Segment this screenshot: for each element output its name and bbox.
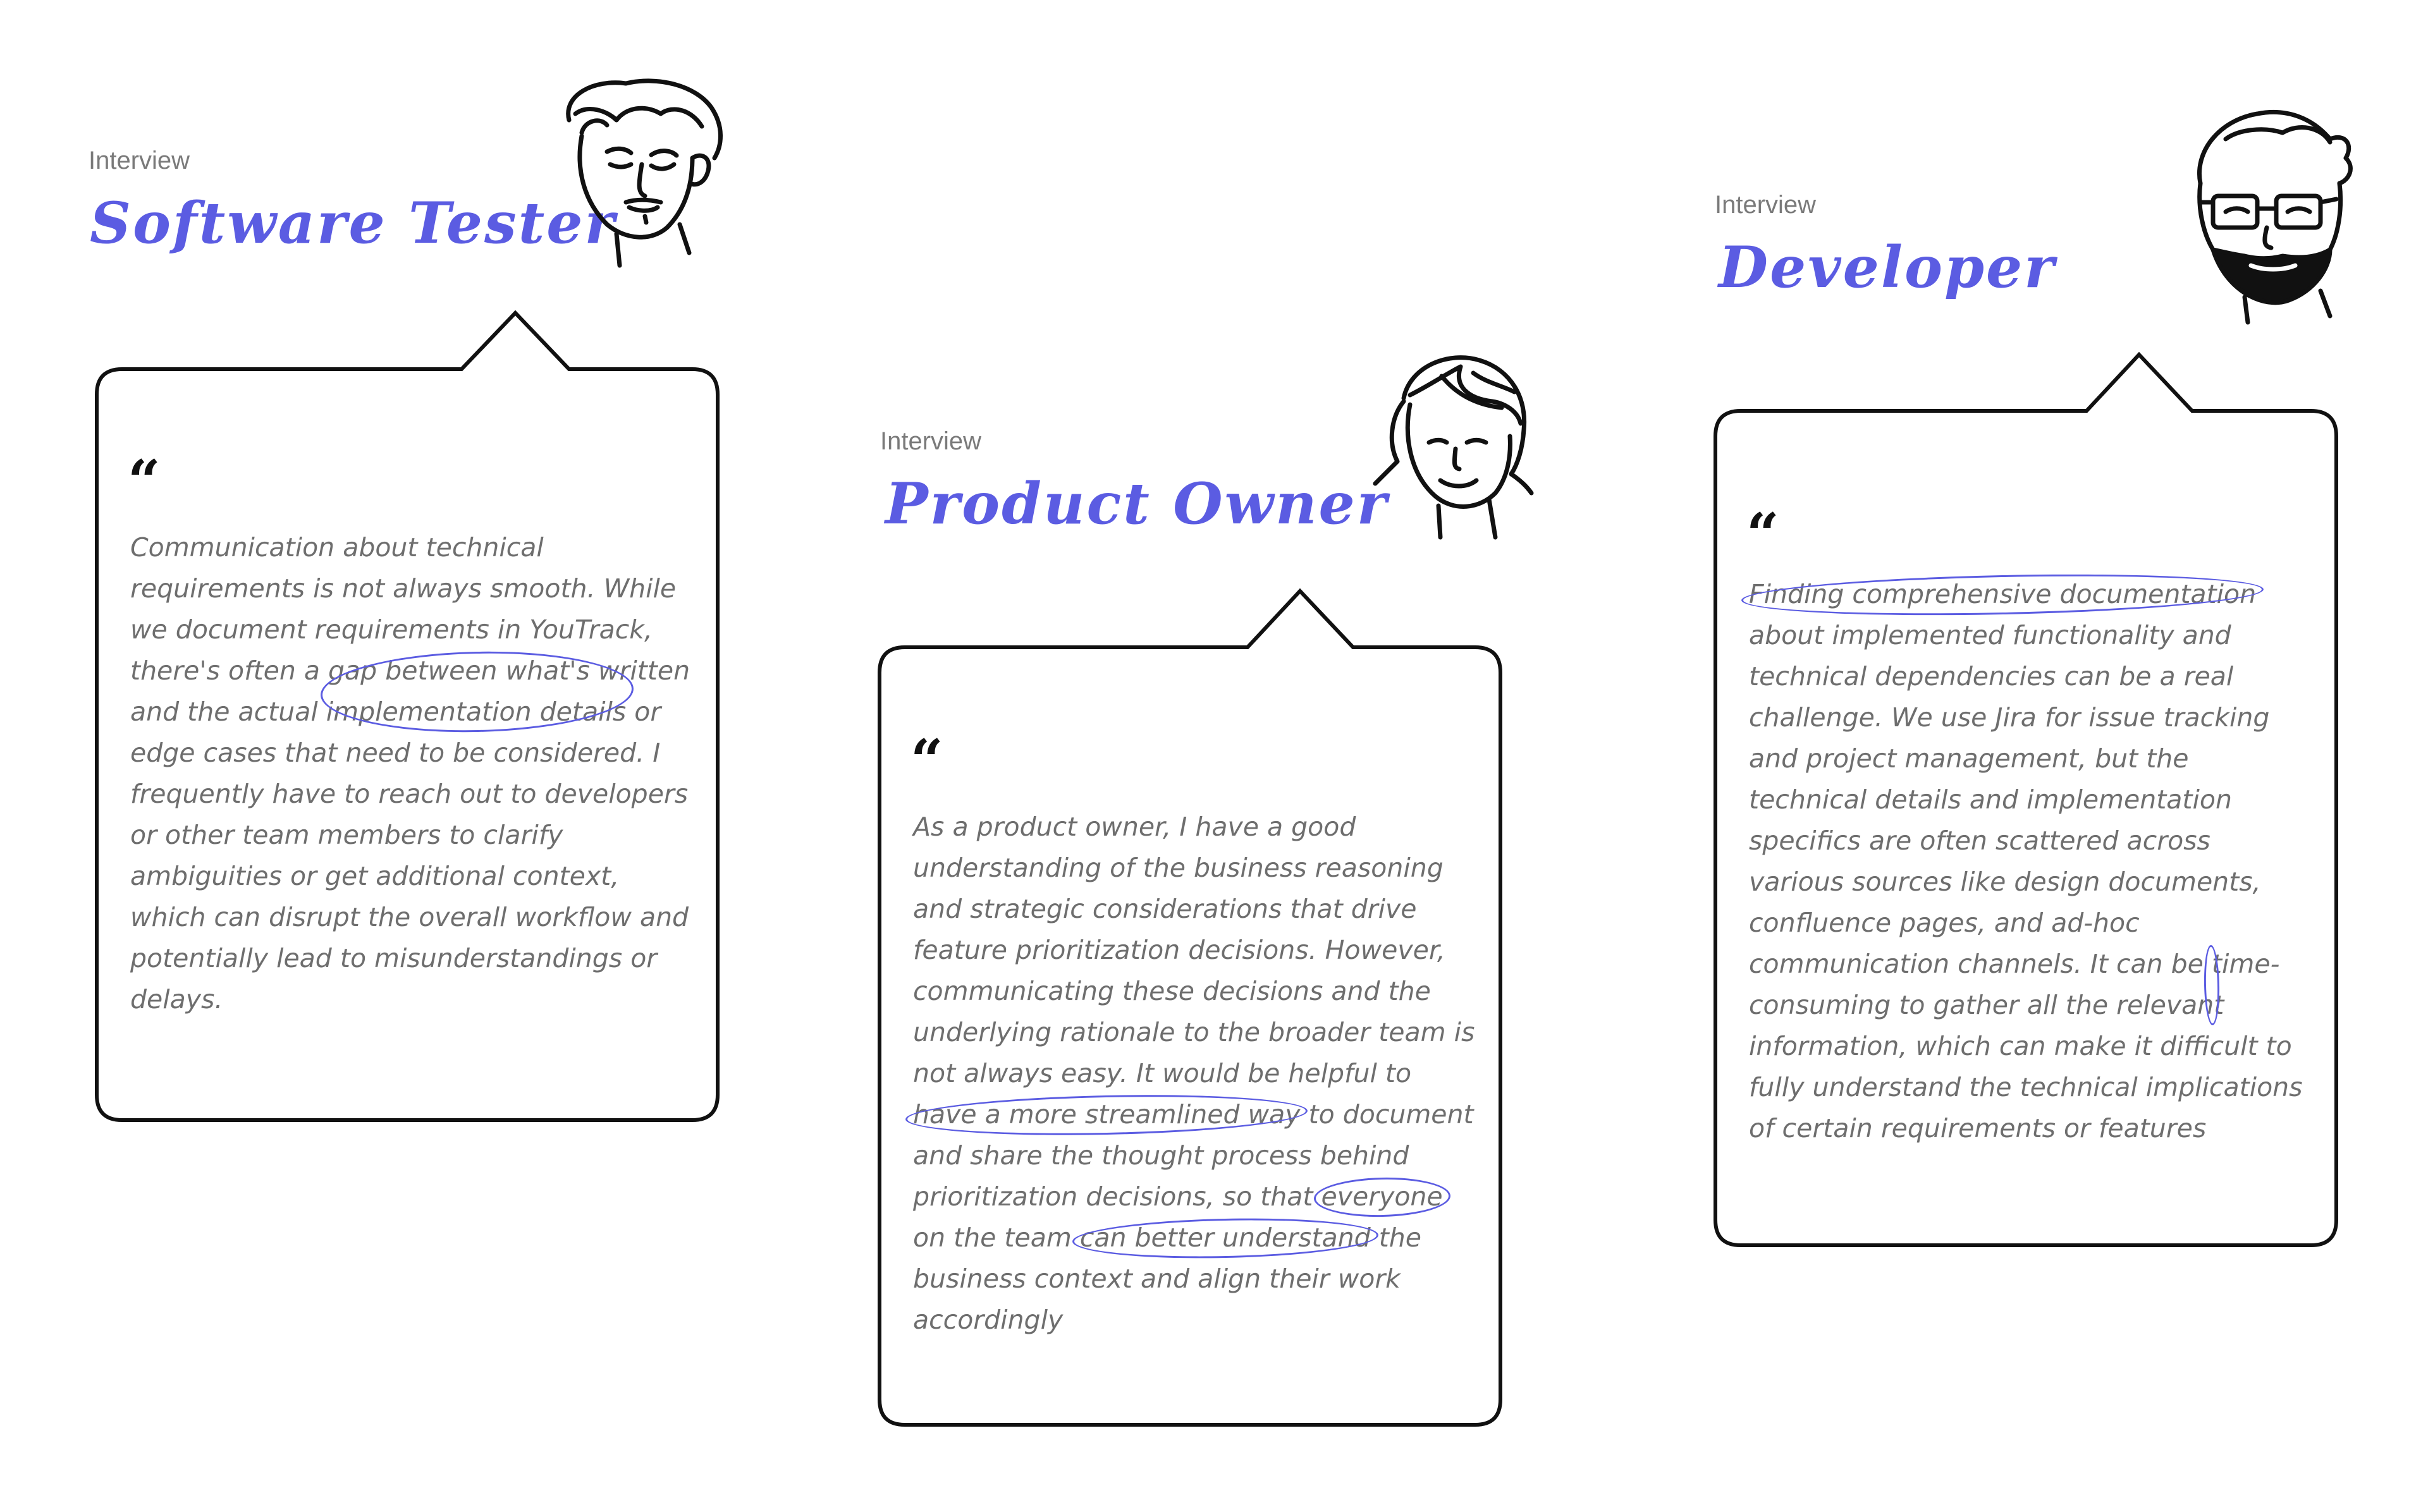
- quote-text: [913, 807, 1476, 1341]
- highlighted-phrase: time-consuming to gather: [1749, 949, 2280, 1020]
- persona-title: Software Tester: [90, 190, 616, 257]
- persona-title: Product Owner: [885, 470, 1389, 537]
- quote-segment: to document and share the thought process behind prioritization decisions, so that: [913, 1099, 1474, 1212]
- interview-label: Interview: [89, 147, 190, 174]
- quote-text: [1749, 574, 2312, 1149]
- quote-segment: As a product owner, I have a good understanding of the business reasoning and strategic considerations that drive feature prioritization decisions. However, communicating these decisions and the underlying rationale to the broader team is not always easy. It would be helpful to: [913, 812, 1475, 1088]
- bearded-man-glasses-sketch-icon: [2188, 107, 2358, 329]
- highlighted-phrase: have a more streamlined way: [913, 1099, 1301, 1130]
- quote-segment: about implemented functionality and technical dependencies can be a real challenge. We use Jira for issue tracking and project management, but the technical details and implementation specifics are often scattered across various sources like design documents, confluence pages, and ad-hoc communication channels. It can be: [1749, 620, 2270, 979]
- quote-segment: or edge cases that need to be considered. I frequently have to reach out to developers or other team members to clarify ambiguities or get additional context, which can disrupt the overall workflow and potentially lead to misunderstandings or delays.: [130, 697, 689, 1015]
- highlighted-phrase: Finding comprehensive documentation: [1749, 579, 2257, 609]
- quote-segment: the business context and align their work accordingly: [913, 1222, 1422, 1335]
- interview-label: Interview: [880, 427, 982, 455]
- highlighted-phrase: can better understand: [1079, 1222, 1371, 1253]
- interview-label: Interview: [1715, 191, 1817, 219]
- quote-segment: on the team: [913, 1222, 1080, 1253]
- woman-sketch-icon: [1366, 348, 1543, 556]
- persona-title: Developer: [1719, 234, 2056, 301]
- quote-mark-icon: “: [910, 727, 943, 794]
- highlighted-phrase: everyone: [1321, 1181, 1443, 1212]
- man-sketch-icon: [556, 76, 733, 272]
- quote-mark-icon: “: [1746, 501, 1779, 568]
- highlighted-phrase: gap between what's written and the actual implementation details: [130, 655, 690, 727]
- quote-segment: Communication about technical requirements is not always smooth. While we document requirements in YouTrack, there's often a: [130, 532, 677, 686]
- quote-text: [130, 527, 693, 1020]
- quote-segment: all the relevant information, which can make it difficult to fully understand the technical implications of certain requirements or features: [1749, 990, 2303, 1143]
- quote-mark-icon: “: [128, 448, 161, 515]
